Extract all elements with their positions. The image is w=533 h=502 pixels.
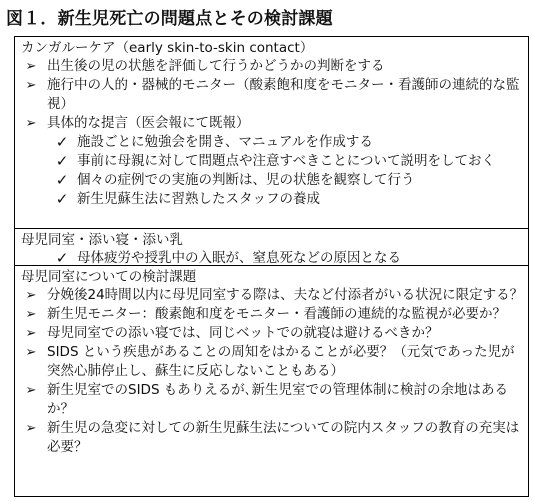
arrowhead-bullet-icon: ➢	[25, 59, 37, 74]
arrowhead-bullet-icon: ➢	[25, 421, 37, 436]
section-cosleeping	[15, 228, 528, 265]
list-item: ➢ SIDS という疾患があることの周知をはかることが必要？（元気であった児が突然心肺停止し、蘇生に反応しないこともある）	[21, 343, 528, 381]
figure-title: 図１．新生児死亡の問題点とその検討課題	[6, 9, 333, 29]
arrowhead-bullet-icon: ➢	[25, 288, 37, 303]
list-subitem: ✓ 新生児蘇生法に習熟したスタッフの養成	[21, 190, 528, 209]
checkmark-icon: ✓	[55, 190, 69, 208]
arrowhead-bullet-icon: ➢	[25, 307, 37, 322]
list-item: ➢ 新生児室でのSIDS もありえるが､新生児室での管理体制に検討の余地はあるか？	[21, 381, 528, 419]
checkmark-icon: ✓	[55, 171, 69, 189]
content-frame	[14, 36, 529, 497]
checkmark-icon: ✓	[55, 133, 69, 151]
section-kangaroo-care	[15, 37, 528, 228]
list-item: ➢ 分娩後24時間以内に母児同室する際は、夫など付添者がいる状況に限定する？	[21, 286, 528, 305]
list-subitem: ✓ 母体疲労や授乳中の入眠が、窒息死などの原因となる	[21, 249, 528, 268]
arrowhead-bullet-icon: ➢	[25, 116, 37, 131]
list-item: ➢ 母児同室での添い寝では、同じベットでの就寝は避けるべきか？	[21, 324, 528, 343]
list-item: ➢ 具体的な提言（医会報にて既報）	[21, 114, 528, 133]
list-item: ➢ 新生児モニター：酸素飽和度をモニター・看護師の連続的な監視が必要か？	[21, 305, 528, 324]
section-rooming-in	[15, 265, 528, 495]
checkmark-icon: ✓	[55, 152, 69, 170]
list-item: ➢ 新生児の急変に対しての新生児蘇生法についての院内スタッフの教育の充実は必要？	[21, 419, 528, 457]
section-heading-rooming: 母児同室についての検討課題	[21, 269, 197, 285]
list-subitem: ✓ 個々の症例での実施の判断は、児の状態を観察して行う	[21, 171, 528, 190]
section-heading-cosleeping: 母児同室・添い寝・添い乳	[21, 232, 183, 248]
arrowhead-bullet-icon: ➢	[25, 383, 37, 398]
list-item: ➢ 出生後の児の状態を評価して行うかどうかの判断をする	[21, 57, 528, 76]
checkmark-icon: ✓	[55, 249, 69, 267]
list-item: ➢ 施行中の人的・器械的モニター（酸素飽和度をモニター・看護師の連続的な監視）	[21, 76, 528, 114]
arrowhead-bullet-icon: ➢	[25, 78, 37, 93]
arrowhead-bullet-icon: ➢	[25, 326, 37, 341]
arrowhead-bullet-icon: ➢	[25, 345, 37, 360]
list-subitem: ✓ 事前に母親に対して問題点や注意すべきことについて説明をしておく	[21, 152, 528, 171]
list-subitem: ✓ 施設ごとに勉強会を開き、マニュアルを作成する	[21, 133, 528, 152]
section-heading-kangaroo: カンガルーケア（early skin-to-skin contact）	[21, 40, 314, 56]
